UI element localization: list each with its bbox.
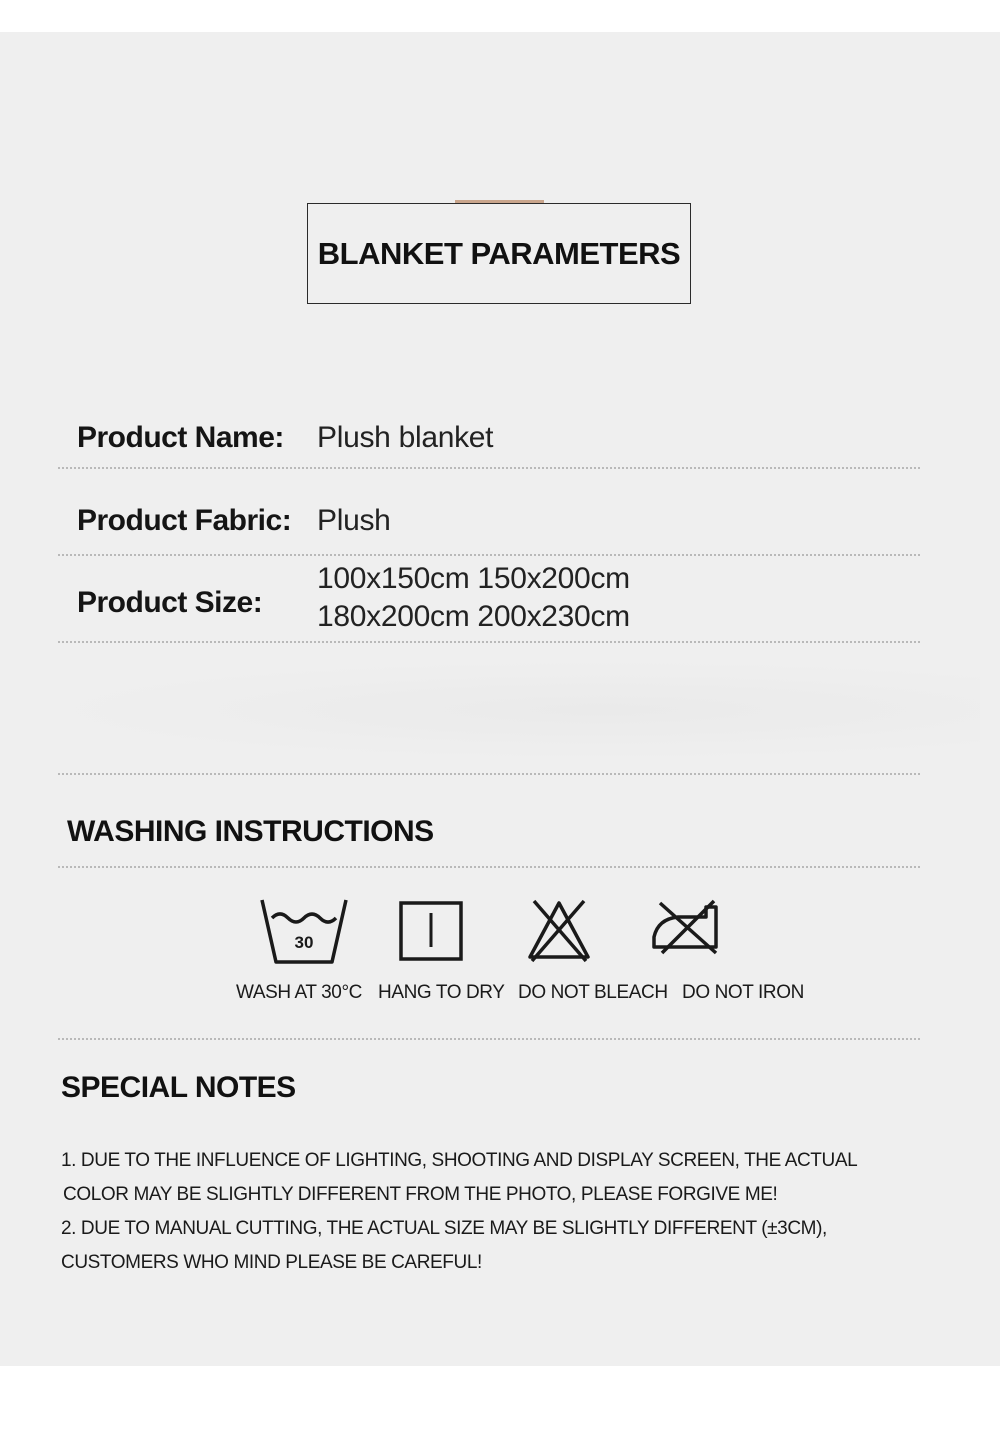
note-line: 1. DUE TO THE INFLUENCE OF LIGHTING, SHOOTING AND DISPLAY SCREEN, THE ACTUAL xyxy=(61,1150,858,1171)
no-bleach-label: DO NOT BLEACH xyxy=(518,982,668,1003)
note-line: CUSTOMERS WHO MIND PLEASE BE CAREFUL! xyxy=(61,1252,482,1273)
note-line: COLOR MAY BE SLIGHTLY DIFFERENT FROM THE PHOTO, PLEASE FORGIVE ME! xyxy=(63,1184,778,1205)
product-fabric-value: Plush xyxy=(317,504,391,537)
page-title: BLANKET PARAMETERS xyxy=(317,235,681,271)
faded-area xyxy=(40,660,980,760)
title-box xyxy=(307,203,691,304)
product-name-label: Product Name: xyxy=(77,421,284,454)
no-iron-label: DO NOT IRON xyxy=(682,982,804,1003)
product-size-line-2: 180x200cm 200x230cm xyxy=(317,600,630,633)
wash-temperature: 30 xyxy=(294,933,314,952)
divider xyxy=(58,554,920,556)
product-fabric-label: Product Fabric: xyxy=(77,504,292,537)
note-line: 2. DUE TO MANUAL CUTTING, THE ACTUAL SIZE MAY BE SLIGHTLY DIFFERENT (±3CM), xyxy=(61,1218,827,1239)
divider xyxy=(58,773,920,775)
hang-dry-icon xyxy=(399,901,463,961)
product-name-value: Plush blanket xyxy=(317,421,494,454)
product-size-label: Product Size: xyxy=(77,586,263,619)
wash-30-icon xyxy=(258,896,350,968)
divider xyxy=(58,866,920,868)
divider xyxy=(58,641,920,643)
hang-dry-label: HANG TO DRY xyxy=(378,982,505,1003)
divider xyxy=(58,467,920,469)
wash-30-label: WASH AT 30°C xyxy=(236,982,362,1003)
no-iron-icon xyxy=(648,897,724,957)
divider xyxy=(58,1038,920,1040)
product-size-line-1: 100x150cm 150x200cm xyxy=(317,562,630,595)
special-notes-title: SPECIAL NOTES xyxy=(61,1071,296,1104)
washing-instructions-title: WASHING INSTRUCTIONS xyxy=(67,815,434,848)
no-bleach-icon xyxy=(524,897,594,963)
